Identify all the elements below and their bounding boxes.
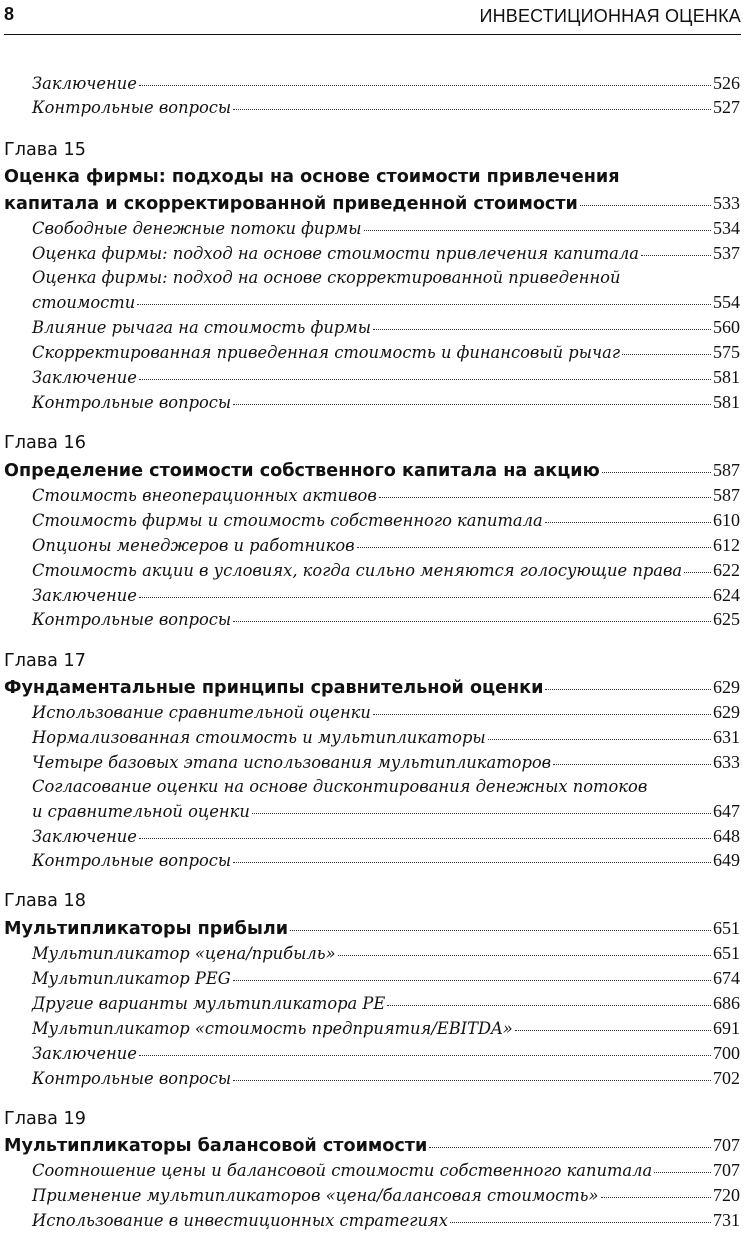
toc-entry-title: Применение мультипликаторов «цена/балансовая стоимость»: [32, 1186, 599, 1205]
dot-leader: [338, 955, 711, 956]
dot-leader: [139, 1055, 711, 1056]
running-title: ИНВЕСТИЦИОННАЯ ОЦЕНКА: [479, 6, 741, 26]
chapter-title: Определение стоимости собственного капитала на акцию: [4, 461, 600, 481]
chapter-title: капитала и скорректированной приведенной стоимости: [4, 194, 578, 214]
chapter-title-entry: [4, 918, 740, 944]
chapter-label: Глава 16: [4, 433, 86, 453]
toc-entry-page: 610: [713, 510, 740, 530]
toc-entry-page: 651: [713, 943, 740, 963]
toc-entry: [32, 560, 740, 586]
toc-entry-title: стоимости: [32, 293, 136, 312]
chapter-title-entry: [4, 677, 740, 703]
page-number: 8: [4, 4, 15, 24]
dot-leader: [139, 85, 711, 86]
dot-leader: [233, 862, 711, 863]
toc-entry-page: 651: [713, 918, 740, 938]
dot-leader: [233, 980, 711, 981]
toc-entry-title: Контрольные вопросы: [32, 98, 232, 117]
toc-entry-title: Контрольные вопросы: [32, 851, 232, 870]
dot-leader: [553, 764, 711, 765]
toc-entry-page: 702: [713, 1068, 740, 1088]
toc-entry: [32, 243, 740, 269]
toc-entry-page: 631: [713, 727, 740, 747]
chapter-label: Глава 15: [4, 140, 86, 160]
dot-leader: [450, 1222, 711, 1223]
toc-entry-title: Опционы менеджеров и работников: [32, 536, 355, 555]
toc-entry-title: Влияние рычага на стоимость фирмы: [32, 318, 372, 337]
toc-entry-page: 674: [713, 968, 740, 988]
toc-entry-page: 731: [713, 1210, 740, 1230]
dot-leader: [545, 689, 711, 690]
toc-entry-title: Нормализованная стоимость и мультипликаторы: [32, 728, 486, 747]
toc-entry-title: Контрольные вопросы: [32, 610, 232, 629]
toc-entry: [32, 73, 740, 99]
toc-entry-title: Мультипликатор «стоимость предприятия/EBITDA»: [32, 1019, 513, 1038]
toc-entry: [32, 1185, 740, 1211]
toc-entry: [32, 292, 740, 318]
toc-entry: [32, 609, 740, 635]
toc-entry: [32, 1210, 740, 1236]
toc-entry: [32, 97, 740, 123]
dot-leader: [622, 354, 711, 355]
toc-entry: [32, 1068, 740, 1094]
toc-entry-page: 575: [713, 342, 740, 362]
toc-entry: [32, 1043, 740, 1069]
toc-entry: [32, 1018, 740, 1044]
toc-entry-page: 534: [713, 218, 740, 238]
toc-entry: [32, 993, 740, 1019]
dot-leader: [515, 1030, 711, 1031]
toc-entry-title-line: Согласование оценки на основе дисконтирования денежных потоков: [32, 777, 648, 796]
chapter-label: Глава 19: [4, 1109, 86, 1129]
page-header: [4, 0, 741, 35]
toc-entry-page: 560: [713, 317, 740, 337]
toc-entry-title: Четыре базовых этапа использования мультипликаторов: [32, 753, 552, 772]
dot-leader: [429, 1147, 711, 1148]
toc-entry: [32, 317, 740, 343]
chapter-title: Мультипликаторы прибыли: [4, 919, 289, 939]
dot-leader: [357, 547, 711, 548]
chapter-title-entry: [4, 1135, 740, 1161]
toc-entry-page: 526: [713, 73, 740, 93]
dot-leader: [233, 404, 711, 405]
dot-leader: [233, 109, 711, 110]
toc-entry-page: 622: [713, 560, 740, 580]
dot-leader: [139, 838, 711, 839]
toc-entry-title: Другие варианты мультипликатора PE: [32, 994, 386, 1013]
toc-entry-page: 587: [713, 460, 740, 480]
toc-entry-page: 629: [713, 702, 740, 722]
toc-entry-title: Контрольные вопросы: [32, 1069, 232, 1088]
toc-entry-page: 612: [713, 535, 740, 555]
toc-entry: [32, 752, 740, 778]
toc-entry: [32, 510, 740, 536]
dot-leader: [545, 522, 711, 523]
toc-entry: [32, 342, 740, 368]
toc-entry: [32, 367, 740, 393]
dot-leader: [684, 572, 711, 573]
toc-entry-page: 648: [713, 826, 740, 846]
dot-leader: [601, 1197, 711, 1198]
toc-entry-page: 707: [713, 1160, 740, 1180]
toc-entry-title: Заключение: [32, 827, 137, 846]
toc-entry-page: 625: [713, 609, 740, 629]
toc-entry-title: Использование в инвестиционных стратегиях: [32, 1211, 448, 1230]
chapter-label: Глава 18: [4, 891, 86, 911]
toc-entry-page: 533: [713, 193, 740, 213]
toc-entry-page: 554: [713, 292, 740, 312]
toc-entry: [32, 801, 740, 827]
toc-entry-page: 624: [713, 585, 740, 605]
toc-entry-page: 581: [713, 392, 740, 412]
dot-leader: [580, 205, 711, 206]
toc-entry: [32, 727, 740, 753]
dot-leader: [602, 472, 711, 473]
toc-entry-page: 649: [713, 850, 740, 870]
toc-entry-page: 707: [713, 1135, 740, 1155]
toc-entry-title: Мультипликатор PEG: [32, 969, 231, 988]
toc-entry: [32, 968, 740, 994]
toc-entry: [32, 943, 740, 969]
toc-entry: [32, 702, 740, 728]
toc-entry: [32, 826, 740, 852]
toc-entry-title: Заключение: [32, 1044, 137, 1063]
toc-entry-title: Заключение: [32, 586, 137, 605]
toc-entry: [32, 392, 740, 418]
toc-entry-page: 587: [713, 485, 740, 505]
toc-entry-page: 691: [713, 1018, 740, 1038]
toc-entry-title: Стоимость фирмы и стоимость собственного капитала: [32, 511, 543, 530]
toc-entry-page: 686: [713, 993, 740, 1013]
toc-entry: [32, 485, 740, 511]
toc-entry: [32, 218, 740, 244]
toc-entry-page: 700: [713, 1043, 740, 1063]
dot-leader: [373, 329, 711, 330]
toc-entry-title: Заключение: [32, 74, 137, 93]
dot-leader: [139, 379, 711, 380]
dot-leader: [379, 497, 711, 498]
dot-leader: [233, 1080, 711, 1081]
toc-entry-page: 720: [713, 1185, 740, 1205]
toc-entry-title: Стоимость акции в условиях, когда сильно меняются голосующие права: [32, 561, 683, 580]
toc-entry-page: 581: [713, 367, 740, 387]
toc-entry-title: Оценка фирмы: подход на основе стоимости привлечения капитала: [32, 244, 639, 263]
toc-entry-title: Свободные денежные потоки фирмы: [32, 219, 362, 238]
dot-leader: [137, 304, 711, 305]
dot-leader: [387, 1005, 711, 1006]
toc-entry-title: и сравнительной оценки: [32, 802, 250, 821]
toc-entry-title: Мультипликатор «цена/прибыль»: [32, 944, 336, 963]
toc-entry-page: 633: [713, 752, 740, 772]
toc-entry-title: Стоимость внеоперационных активов: [32, 486, 377, 505]
toc-entry-page: 629: [713, 677, 740, 697]
toc-entry-title: Контрольные вопросы: [32, 393, 232, 412]
toc-entry-title-line: Оценка фирмы: подход на основе скорректированной приведенной: [32, 268, 621, 287]
chapter-title-entry: [4, 193, 740, 219]
toc-entry-title: Заключение: [32, 368, 137, 387]
dot-leader: [139, 597, 711, 598]
chapter-label: Глава 17: [4, 651, 86, 671]
chapter-title: Фундаментальные принципы сравнительной оценки: [4, 678, 544, 698]
toc-entry-page: 537: [713, 243, 740, 263]
toc-entry-title: Соотношение цены и балансовой стоимости собственного капитала: [32, 1161, 653, 1180]
toc-entry: [32, 1160, 740, 1186]
dot-leader: [373, 714, 711, 715]
chapter-title: Мультипликаторы балансовой стоимости: [4, 1136, 428, 1156]
toc-entry-title: Скорректированная приведенная стоимость и финансовый рычаг: [32, 343, 621, 362]
toc-entry: [32, 850, 740, 876]
dot-leader: [233, 621, 711, 622]
dot-leader: [488, 739, 711, 740]
dot-leader: [364, 230, 711, 231]
dot-leader: [252, 813, 711, 814]
dot-leader: [641, 255, 711, 256]
toc-entry-page: 647: [713, 801, 740, 821]
dot-leader: [654, 1172, 711, 1173]
toc-entry: [32, 585, 740, 611]
chapter-title-entry: [4, 460, 740, 486]
toc-entry: [32, 535, 740, 561]
toc-entry-page: 527: [713, 97, 740, 117]
toc-entry-title: Использование сравнительной оценки: [32, 703, 371, 722]
chapter-title-line: Оценка фирмы: подходы на основе стоимости привлечения: [4, 167, 620, 187]
dot-leader: [290, 930, 711, 931]
